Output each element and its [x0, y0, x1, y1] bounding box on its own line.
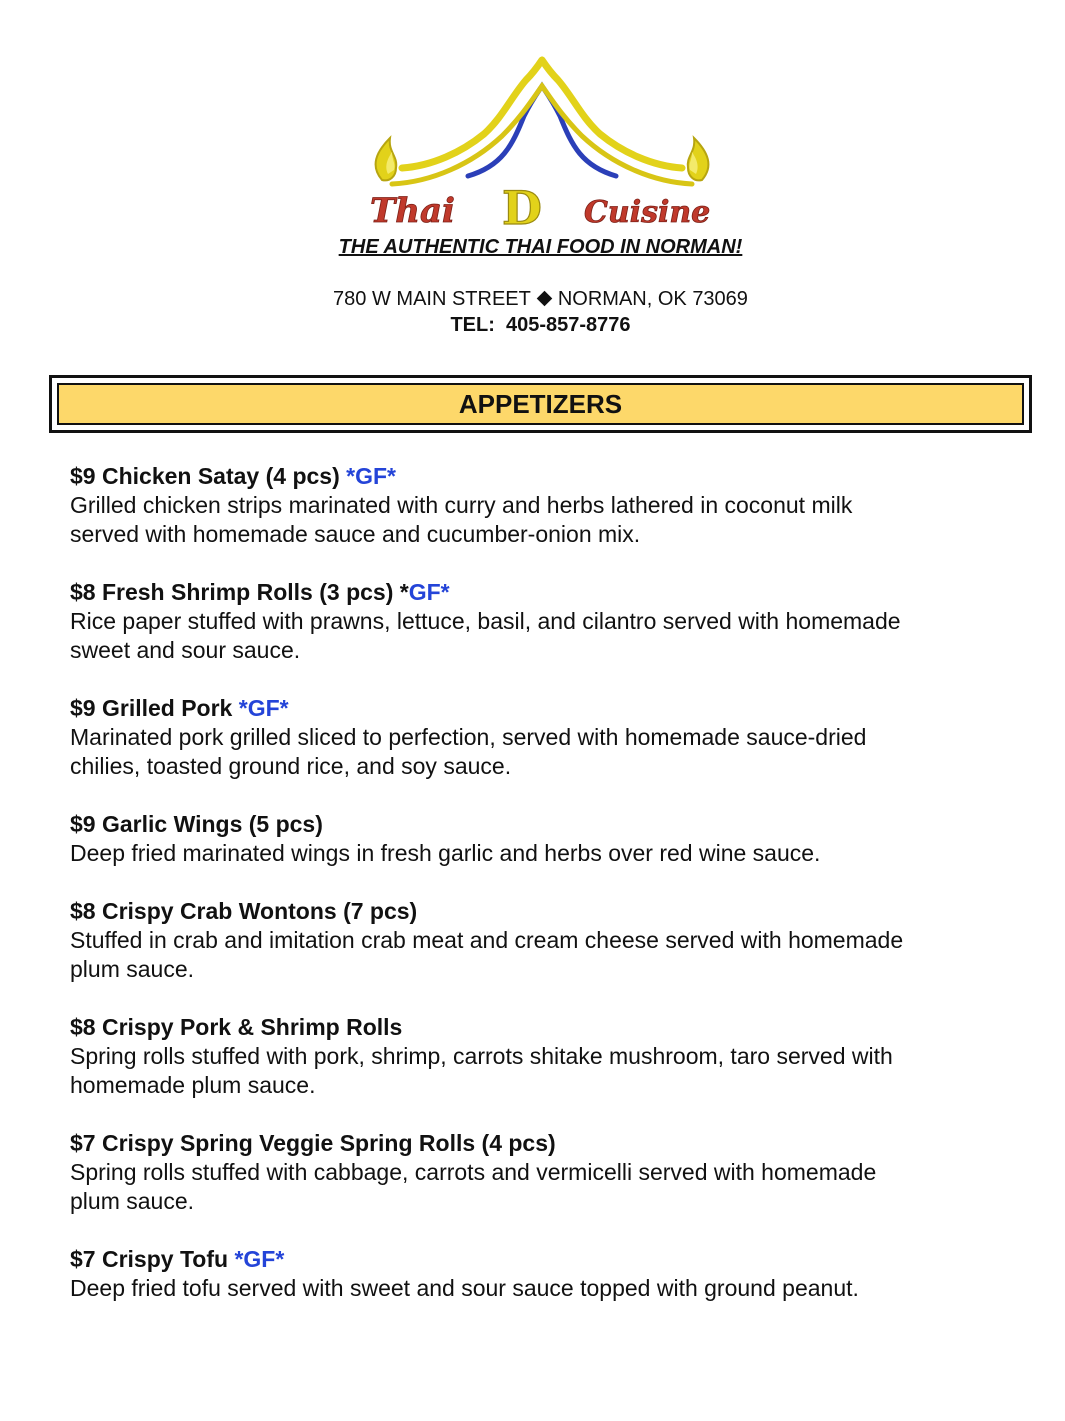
menu-item	[70, 810, 1030, 868]
item-description: Deep fried tofu served with sweet and sour sauce topped with ground peanut.	[70, 1275, 859, 1301]
section-banner-fill	[57, 383, 1024, 425]
menu-item	[70, 1013, 1030, 1100]
item-title	[70, 694, 1030, 723]
item-title	[70, 1013, 1030, 1042]
item-title	[70, 578, 1030, 607]
menu-item	[70, 897, 1030, 984]
item-description: Spring rolls stuffed with cabbage, carrots and vermicelli served with homemade plum sauce.	[70, 1159, 877, 1214]
item-name-price: $8 Fresh Shrimp Rolls (3 pcs)	[70, 579, 400, 605]
menu-item	[70, 1129, 1030, 1216]
item-title	[70, 1245, 1030, 1274]
item-description: Rice paper stuffed with prawns, lettuce, basil, and cilantro served with homemade sweet and sour sauce.	[70, 608, 901, 663]
section-title: APPETIZERS	[458, 388, 623, 419]
thai-roof-logo-icon	[362, 56, 722, 236]
item-description: Stuffed in crab and imitation crab meat and cream cheese served with homemade plum sauce.	[70, 927, 904, 982]
gluten-free-tag: *GF*	[234, 1246, 285, 1272]
diamond-icon	[537, 290, 553, 306]
item-name-price: $9 Grilled Pork	[70, 695, 239, 721]
logo-text-cuisine: Cuisine	[584, 195, 711, 230]
logo-text-thai: Thai	[370, 191, 455, 231]
tagline: THE AUTHENTIC THAI FOOD IN NORMAN!	[338, 236, 743, 258]
city-state-zip: NORMAN, OK 73069	[557, 288, 748, 310]
item-name-price: $9 Garlic Wings (5 pcs)	[70, 811, 323, 837]
section-banner	[49, 375, 1032, 433]
menu-item	[70, 462, 1030, 549]
telephone: TEL: 405-857-8776	[450, 314, 631, 336]
gluten-free-tag: *GF*	[346, 463, 396, 489]
address-line	[0, 288, 1065, 311]
item-name-price: $8 Crispy Pork & Shrimp Rolls	[70, 1014, 403, 1040]
menu-item	[70, 1245, 1030, 1303]
menu-item	[70, 578, 1030, 665]
item-name-price: $7 Crispy Spring Veggie Spring Rolls (4 pcs)	[70, 1130, 556, 1156]
item-title	[70, 1129, 1030, 1158]
menu-item	[70, 694, 1030, 781]
item-title	[70, 897, 1030, 926]
item-name-price: $7 Crispy Tofu	[70, 1246, 235, 1272]
item-description: Marinated pork grilled sliced to perfection, served with homemade sauce-dried chilies, toasted ground rice, and soy sauce.	[70, 724, 867, 779]
gluten-free-tag: GF*	[408, 579, 450, 605]
restaurant-logo	[362, 56, 722, 236]
item-title	[70, 810, 1030, 839]
item-name-price: $9 Chicken Satay (4 pcs)	[70, 463, 347, 489]
item-description: Grilled chicken strips marinated with curry and herbs lathered in coconut milk served with homemade sauce and cucumber-onion mix.	[70, 492, 853, 547]
street-address: 780 W MAIN STREET	[333, 288, 531, 310]
item-description: Spring rolls stuffed with pork, shrimp, carrots shitake mushroom, taro served with homemade plum sauce.	[70, 1043, 893, 1098]
logo-text-d: D	[502, 181, 542, 235]
item-name-price: $8 Crispy Crab Wontons (7 pcs)	[70, 898, 418, 924]
menu-list	[70, 462, 1030, 1332]
item-gf-lead: *	[399, 579, 409, 605]
item-description: Deep fried marinated wings in fresh garlic and herbs over red wine sauce.	[70, 840, 821, 866]
gluten-free-tag: *GF*	[238, 695, 289, 721]
item-title	[70, 462, 1030, 491]
